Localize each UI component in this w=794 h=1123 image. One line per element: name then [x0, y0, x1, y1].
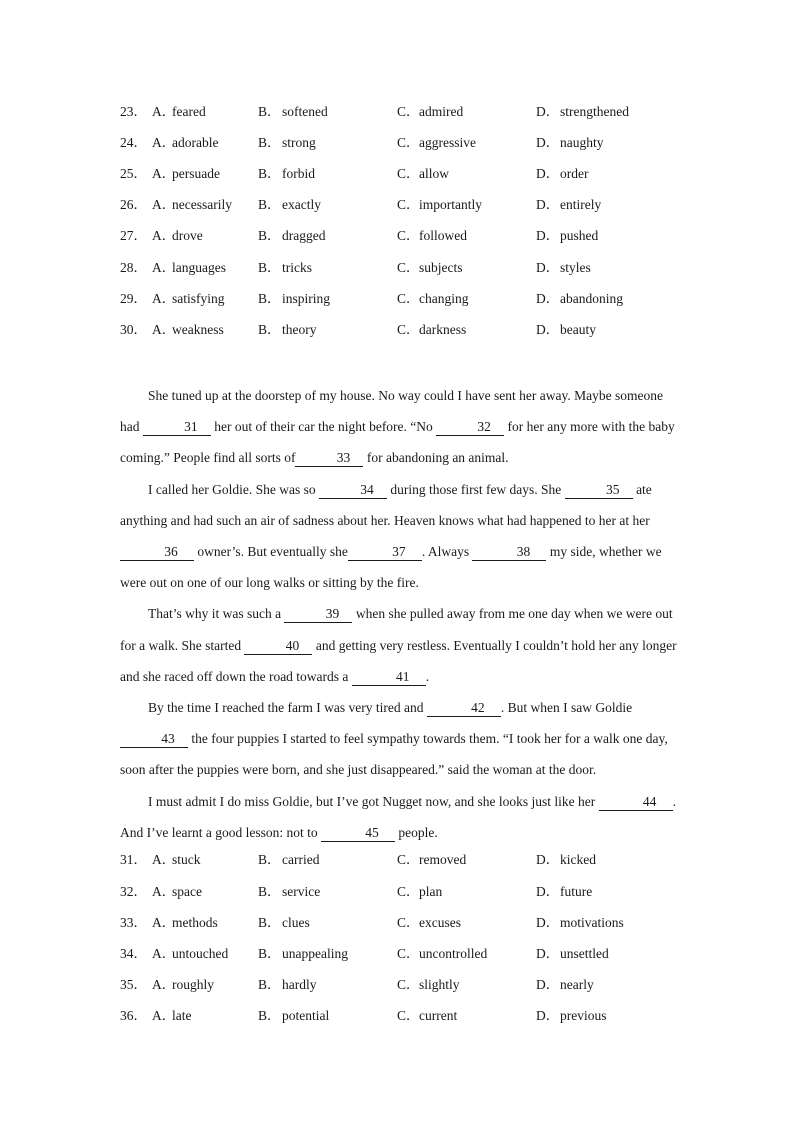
- blank-38: 38: [472, 544, 546, 561]
- option-c: excuses: [419, 915, 461, 930]
- option-a: methods: [172, 915, 218, 930]
- option-d: nearly: [560, 977, 594, 992]
- option-d: previous: [560, 1008, 607, 1023]
- option-d: styles: [560, 260, 591, 275]
- cloze-passage: [120, 380, 680, 848]
- option-d: naughty: [560, 135, 604, 150]
- option-letter-b: B．: [258, 104, 281, 119]
- blank-45: 45: [321, 825, 395, 842]
- passage-text: and getting very restless. Eventually I couldn’t hold her any longer and she raced off down the road towards a: [120, 637, 677, 684]
- passage-paragraph-1: [120, 380, 680, 474]
- option-letter-b: B．: [258, 852, 281, 867]
- option-letter-b: B．: [258, 135, 281, 150]
- passage-paragraph-5: [120, 786, 680, 848]
- option-a: stuck: [172, 852, 201, 867]
- option-b: clues: [282, 915, 310, 930]
- option-c: importantly: [419, 197, 482, 212]
- passage-paragraph-3: [120, 598, 680, 692]
- passage-text: her out of their car the night before. “No: [210, 419, 437, 435]
- option-letter-b: B．: [258, 884, 281, 899]
- option-d: kicked: [560, 852, 596, 867]
- option-letter-b: B．: [258, 291, 281, 306]
- option-c: admired: [419, 104, 464, 119]
- option-c: followed: [419, 228, 467, 243]
- option-letter-b: B．: [258, 166, 281, 181]
- option-letter-a: A．: [152, 977, 176, 992]
- blank-36: 36: [120, 544, 194, 561]
- question-number: 24．: [120, 135, 147, 150]
- question-row-29: [120, 289, 720, 309]
- option-b: hardly: [282, 977, 317, 992]
- option-letter-a: A．: [152, 135, 176, 150]
- option-letter-a: A．: [152, 884, 176, 899]
- option-a: roughly: [172, 977, 214, 992]
- option-c: subjects: [419, 260, 463, 275]
- option-letter-d: D．: [536, 291, 560, 306]
- question-number: 29．: [120, 291, 147, 306]
- passage-text: owner’s. But eventually she: [194, 544, 348, 560]
- option-b: potential: [282, 1008, 330, 1023]
- option-letter-a: A．: [152, 1008, 176, 1023]
- option-letter-a: A．: [152, 166, 176, 181]
- question-row-36: [120, 1006, 720, 1026]
- option-letter-c: C．: [397, 915, 420, 930]
- option-letter-d: D．: [536, 228, 560, 243]
- option-b: forbid: [282, 166, 315, 181]
- question-number: 25．: [120, 166, 147, 181]
- option-letter-a: A．: [152, 915, 176, 930]
- blank-31: 31: [143, 419, 211, 436]
- option-letter-b: B．: [258, 915, 281, 930]
- option-letter-d: D．: [536, 884, 560, 899]
- passage-text: the four puppies I started to feel sympathy towards them. “I took her for a walk one day, soon after the puppies were born, and she just disappeared.” said the woman at the door.: [120, 731, 668, 778]
- question-row-24: [120, 133, 720, 153]
- question-number: 36．: [120, 1008, 147, 1023]
- question-row-30: [120, 320, 720, 340]
- passage-paragraph-2: [120, 474, 680, 599]
- blank-43: 43: [120, 731, 188, 748]
- passage-text: during those first few days. She: [386, 481, 565, 497]
- option-letter-d: D．: [536, 915, 560, 930]
- option-letter-b: B．: [258, 977, 281, 992]
- blank-44: 44: [599, 794, 673, 811]
- option-c: plan: [419, 884, 443, 899]
- option-c: uncontrolled: [419, 946, 488, 961]
- passage-text: people.: [394, 824, 438, 840]
- option-letter-a: A．: [152, 104, 176, 119]
- option-d: pushed: [560, 228, 599, 243]
- passage-text: . But when I saw Goldie: [500, 700, 633, 716]
- option-a: space: [172, 884, 202, 899]
- passage-paragraph-4: [120, 692, 680, 786]
- question-number: 33．: [120, 915, 147, 930]
- option-a: untouched: [172, 946, 229, 961]
- question-row-23: [120, 102, 720, 122]
- question-number: 28．: [120, 260, 147, 275]
- option-a: weakness: [172, 322, 224, 337]
- option-b: inspiring: [282, 291, 331, 306]
- option-letter-c: C．: [397, 946, 420, 961]
- option-a: languages: [172, 260, 226, 275]
- option-letter-c: C．: [397, 104, 420, 119]
- question-number: 34．: [120, 946, 147, 961]
- option-c: slightly: [419, 977, 460, 992]
- option-letter-d: D．: [536, 197, 560, 212]
- option-a: persuade: [172, 166, 220, 181]
- question-row-33: [120, 913, 720, 933]
- option-a: necessarily: [172, 197, 232, 212]
- option-letter-b: B．: [258, 228, 281, 243]
- blank-32: 32: [436, 419, 504, 436]
- option-c: darkness: [419, 322, 467, 337]
- option-d: strengthened: [560, 104, 629, 119]
- question-number: 35．: [120, 977, 147, 992]
- option-letter-d: D．: [536, 104, 560, 119]
- option-letter-a: A．: [152, 197, 176, 212]
- option-letter-c: C．: [397, 135, 420, 150]
- passage-text: That’s why it was such a: [148, 606, 285, 622]
- option-a: late: [172, 1008, 192, 1023]
- option-letter-c: C．: [397, 166, 420, 181]
- option-letter-c: C．: [397, 852, 420, 867]
- option-letter-a: A．: [152, 228, 176, 243]
- option-letter-d: D．: [536, 852, 560, 867]
- question-row-31: [120, 850, 720, 870]
- option-d: unsettled: [560, 946, 609, 961]
- question-row-28: [120, 258, 720, 278]
- option-letter-a: A．: [152, 852, 176, 867]
- question-number: 32．: [120, 884, 147, 899]
- option-letter-d: D．: [536, 135, 560, 150]
- option-letter-c: C．: [397, 322, 420, 337]
- question-number: 26．: [120, 197, 147, 212]
- option-letter-a: A．: [152, 322, 176, 337]
- option-letter-b: B．: [258, 197, 281, 212]
- option-letter-b: B．: [258, 260, 281, 275]
- option-d: order: [560, 166, 589, 181]
- option-letter-c: C．: [397, 1008, 420, 1023]
- option-letter-c: C．: [397, 977, 420, 992]
- question-number: 27．: [120, 228, 147, 243]
- passage-text: ate anything and had such an air of sadness about her. Heaven knows what had happened to her at her: [120, 481, 652, 528]
- question-number: 31．: [120, 852, 147, 867]
- option-letter-c: C．: [397, 884, 420, 899]
- option-letter-b: B．: [258, 322, 281, 337]
- option-letter-a: A．: [152, 291, 176, 306]
- passage-text: I must admit I do miss Goldie, but I’ve got Nugget now, and she looks just like her: [148, 793, 599, 809]
- option-d: motivations: [560, 915, 624, 930]
- blank-33: 33: [295, 450, 363, 467]
- option-b: tricks: [282, 260, 312, 275]
- option-letter-d: D．: [536, 166, 560, 181]
- option-c: allow: [419, 166, 449, 181]
- option-b: softened: [282, 104, 328, 119]
- option-a: adorable: [172, 135, 219, 150]
- option-letter-d: D．: [536, 946, 560, 961]
- passage-text: By the time I reached the farm I was very tired and: [148, 700, 427, 716]
- passage-text: .: [425, 668, 430, 684]
- option-a: drove: [172, 228, 203, 243]
- question-number: 23．: [120, 104, 147, 119]
- option-letter-c: C．: [397, 260, 420, 275]
- option-c: removed: [419, 852, 467, 867]
- passage-text: . Always: [421, 544, 473, 560]
- question-number: 30．: [120, 322, 147, 337]
- option-b: dragged: [282, 228, 326, 243]
- passage-text: She tuned up at the doorstep of my house. No way could I have sent her away. Maybe someone had: [120, 388, 663, 435]
- blank-40: 40: [244, 638, 312, 655]
- option-letter-d: D．: [536, 260, 560, 275]
- passage-text: for her any more with the baby coming.” People find all sorts of: [120, 419, 675, 466]
- passage-text: when she pulled away from me one day when we were out for a walk. She started: [120, 606, 673, 653]
- question-row-27: [120, 226, 720, 246]
- option-letter-c: C．: [397, 228, 420, 243]
- option-letter-b: B．: [258, 946, 281, 961]
- question-row-35: [120, 975, 720, 995]
- option-letter-a: A．: [152, 260, 176, 275]
- option-a: feared: [172, 104, 206, 119]
- option-b: unappealing: [282, 946, 348, 961]
- question-row-34: [120, 944, 720, 964]
- option-d: beauty: [560, 322, 596, 337]
- option-letter-d: D．: [536, 1008, 560, 1023]
- blank-37: 37: [348, 544, 422, 561]
- option-d: abandoning: [560, 291, 623, 306]
- option-b: theory: [282, 322, 317, 337]
- option-a: satisfying: [172, 291, 225, 306]
- option-c: aggressive: [419, 135, 476, 150]
- option-letter-b: B．: [258, 1008, 281, 1023]
- blank-34: 34: [319, 482, 387, 499]
- blank-42: 42: [427, 700, 501, 717]
- option-d: entirely: [560, 197, 602, 212]
- blank-35: 35: [565, 482, 633, 499]
- option-b: strong: [282, 135, 316, 150]
- option-b: service: [282, 884, 321, 899]
- option-c: changing: [419, 291, 469, 306]
- option-letter-d: D．: [536, 322, 560, 337]
- option-letter-c: C．: [397, 197, 420, 212]
- passage-text: my side, whether we were out on one of our long walks or sitting by the fire.: [120, 544, 662, 591]
- option-c: current: [419, 1008, 458, 1023]
- option-b: exactly: [282, 197, 321, 212]
- question-row-26: [120, 195, 720, 215]
- blank-41: 41: [352, 669, 426, 686]
- option-d: future: [560, 884, 593, 899]
- option-letter-a: A．: [152, 946, 176, 961]
- option-b: carried: [282, 852, 320, 867]
- passage-text: for abandoning an animal.: [363, 450, 509, 466]
- option-letter-c: C．: [397, 291, 420, 306]
- question-row-25: [120, 164, 720, 184]
- passage-text: I called her Goldie. She was so: [148, 481, 319, 497]
- question-row-32: [120, 882, 720, 902]
- blank-39: 39: [284, 606, 352, 623]
- passage-text: . And I’ve learnt a good lesson: not to: [120, 793, 676, 840]
- option-letter-d: D．: [536, 977, 560, 992]
